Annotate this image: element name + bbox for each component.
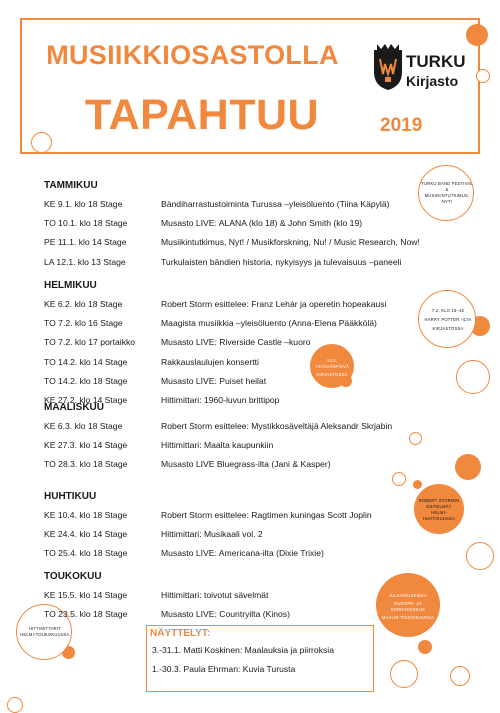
decor-circle — [418, 640, 432, 654]
year: 2019 — [380, 115, 423, 136]
badge-text: & — [445, 187, 449, 192]
event-time: KE 6.2. klo 18 Stage — [44, 299, 123, 309]
badge-valentine — [310, 344, 354, 388]
event-time: KE 15.5. klo 14 Stage — [44, 590, 128, 600]
decor-circle — [409, 432, 422, 445]
badge-text: TURKU BAND FESTIVAL — [421, 181, 473, 186]
badge-text: HITTIMITTARIT — [28, 626, 62, 631]
decor-circle — [390, 660, 418, 688]
decor-circle — [413, 480, 422, 489]
decor-circle — [31, 132, 52, 153]
event-time: PE 11.1. klo 14 Stage — [44, 237, 127, 248]
month-heading: MAALISKUU — [44, 402, 104, 413]
event-title: Robert Storm esittelee: Ragtimen kuningas Scott Joplin — [161, 510, 372, 520]
logo-text-kirjasto: Kirjasto — [406, 73, 459, 89]
event-time: KE 9.1. klo 18 Stage — [44, 199, 123, 209]
badge-text: JULKAISUKEIKKA — [389, 593, 427, 598]
decor-circle — [466, 542, 494, 570]
badge-musasto-live — [376, 573, 440, 637]
event-time: TO 14.2. klo 14 Stage — [44, 356, 128, 367]
event-title: Robert Storm esittelee: Mystikkosäveltäjä Aleksandr Skrjabin — [161, 421, 393, 431]
event-time: LA 12.1. klo 13 Stage — [44, 256, 126, 267]
event-title: Musasto LIVE: Americana-ilta (Dixie Trixie) — [161, 548, 324, 559]
event-title: Musiikintutkimus, Nyt! / Musikforskning, Nu! / Music Research, Now! — [161, 237, 420, 248]
badge-text: ESITELMÄT — [426, 504, 452, 509]
badge-text: EUROPE- JA KERHOKESKUS — [390, 601, 426, 612]
turku-crest-icon — [371, 42, 405, 92]
event-time: TO 10.1. klo 18 Stage — [44, 218, 128, 229]
event-title: Hittimittari: Maalta kaupunkiin — [161, 440, 274, 451]
event-time: KE 10.4. klo 18 Stage — [44, 510, 128, 520]
event-time: TO 14.2. klo 18 Stage — [44, 375, 128, 386]
month-heading: HUHTIKUU — [44, 491, 97, 502]
badge-text: KIRJASTOSSA — [316, 372, 348, 377]
event-time: KE 27.2. klo 14 Stage — [44, 395, 128, 405]
exhibitions-title: NÄYTTELYT: — [150, 628, 211, 639]
event-title: Hittimittari: toivotut sävelmät — [161, 590, 269, 600]
event-time: KE 24.4. klo 14 Stage — [44, 529, 128, 540]
decor-circle — [456, 360, 490, 394]
badge-band-festival — [418, 165, 474, 221]
event-title: Musasto LIVE: ALANA (klo 18) & John Smith (klo 19) — [161, 218, 363, 229]
month-heading: TOUKOKUU — [44, 571, 102, 582]
decor-circle — [450, 666, 470, 686]
badge-text: 14.2. YSTÄVÄNPÄIVÄ — [314, 358, 350, 369]
title-line2: TAPAHTUU — [85, 91, 320, 139]
event-title: Musasto LIVE: Puiset heilat — [161, 375, 267, 386]
event-time: TO 28.3. klo 18 Stage — [44, 459, 128, 470]
badge-text: MUSIIKINTUTKIMUS, NYT! — [424, 193, 470, 204]
event-time: TO 7.2. klo 17 portaikko — [44, 337, 136, 348]
event-time: KE 27.3. klo 14 Stage — [44, 440, 128, 451]
badge-text: ROBERT STORMIN — [418, 498, 460, 503]
decor-circle — [466, 24, 488, 46]
decor-circle — [392, 472, 406, 486]
event-title: Rakkauslaulujen konsertti — [161, 356, 259, 367]
event-title: Musasto LIVE: Countryilta (Kinos) — [161, 609, 290, 620]
badge-robert-storm — [414, 484, 464, 534]
exhibition-item: 1.-30.3. Paula Ehrman: Kuvia Turusta — [152, 664, 296, 674]
event-title: Hittimittari: Musikaali vol. 2 — [161, 529, 263, 540]
event-title: Musasto LIVE: Riverside Castle –kuoro — [161, 337, 311, 348]
logo-text-turku: TURKU — [406, 52, 466, 71]
badge-text: HELMI-TOUKOKUUSSA — [20, 632, 70, 637]
badge-text: HARRY POTTER -ILTA — [424, 317, 472, 322]
event-title: Hittimittari: 1960-luvun brittipop — [161, 395, 280, 405]
badge-harry-potter — [418, 290, 476, 348]
event-title: Robert Storm esittelee: Franz Lehár ja operetin hopeakausi — [161, 299, 387, 309]
decor-circle — [476, 69, 490, 83]
event-title: Turkulaisten bändien historia, nykyisyys ja tulevaisuus –paneeli — [161, 256, 402, 267]
exhibition-item: 3.-31.1. Matti Koskinen: Maalauksia ja piirroksia — [152, 645, 334, 655]
month-heading: TAMMIKUU — [44, 180, 98, 191]
decor-circle — [7, 697, 23, 713]
badge-text: MAALIS-TOUKOKUUSSA — [381, 615, 435, 620]
badge-text: KIRJASTOSSA — [432, 326, 464, 331]
event-title: Musasto LIVE Bluegrass-ilta (Jani & Kasper) — [161, 459, 331, 470]
badge-text: HELMI-HUHTIKUUSSA — [422, 510, 456, 521]
event-time: KE 6.3. klo 18 Stage — [44, 421, 123, 431]
event-time: TO 23.5. klo 18 Stage — [44, 609, 128, 620]
month-heading: HELMIKUU — [44, 280, 97, 291]
decor-circle — [455, 454, 481, 480]
event-title: Maagista musiikkia –yleisöluento (Anna-Elena Pääkkölä) — [161, 318, 377, 329]
event-time: TO 7.2. klo 16 Stage — [44, 318, 123, 329]
badge-text: 7.2. KLO 16–18 — [431, 308, 465, 313]
event-title: Bändiharrastustoiminta Turussa –yleisöluento (Tiina Käpylä) — [161, 199, 390, 209]
title-line1: MUSIIKKIOSASTOLLA — [46, 40, 339, 70]
event-time: TO 25.4. klo 18 Stage — [44, 548, 128, 559]
